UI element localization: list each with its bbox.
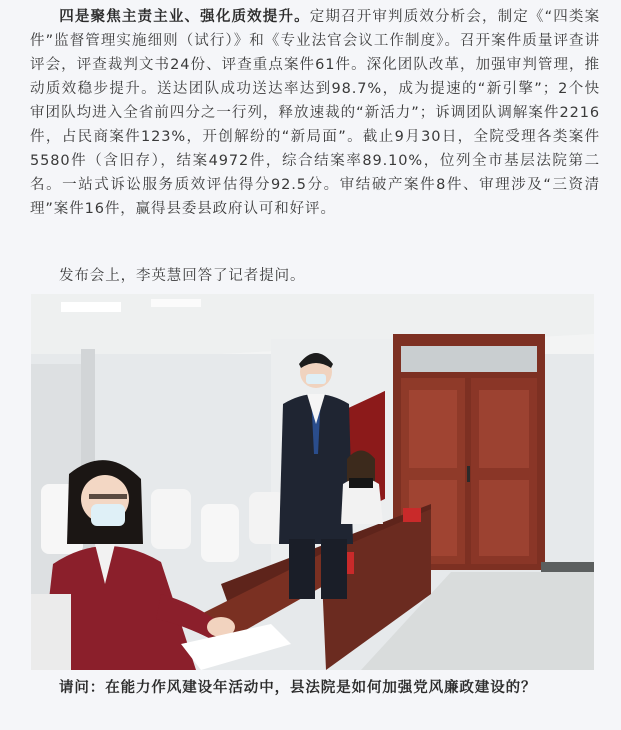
paragraph-press-text: 发布会上，李英慧回答了记者提问。 — [59, 268, 306, 284]
paragraph-lead: 四是聚焦主责主业、强化质效提升。 — [59, 9, 310, 25]
paragraph-body: 定期召开审判质效分析会，制定《“四类案件”监督管理实施细则（试行）》和《专业法官会议工作制度》。召开案件质量评查讲评会，评查裁判文书24份、评查重点案件61件。深化团队改革，加强审判管理，推动质效稳步提升。送达团队成功送达率达到98.7%，成为提速的“新引擎”；2个快审团队均进入全省前四分之一行列，释放速裁的“新活力”；诉调团队调解案件2216件，占民商案件123%，开创解纷的“新局面”。截止9月30日，全院受理各类案件5580件（含旧存），结案4972件，综合结案率89.10%，位列全市基层法院第二名。一站式诉讼服务质效评估得分92.5分。审结破产案件8件、审理涉及“三资清理”案件16件，赢得县委县政府认可和好评。 — [30, 9, 600, 217]
press-conference-photo — [31, 294, 594, 670]
paragraph-press-conference — [30, 264, 600, 288]
article-body — [14, 0, 607, 730]
question-heading: 请问：在能力作风建设年活动中，县法院是如何加强党风廉政建设的？ — [59, 680, 537, 696]
paragraph-quality-efficiency — [30, 5, 600, 221]
